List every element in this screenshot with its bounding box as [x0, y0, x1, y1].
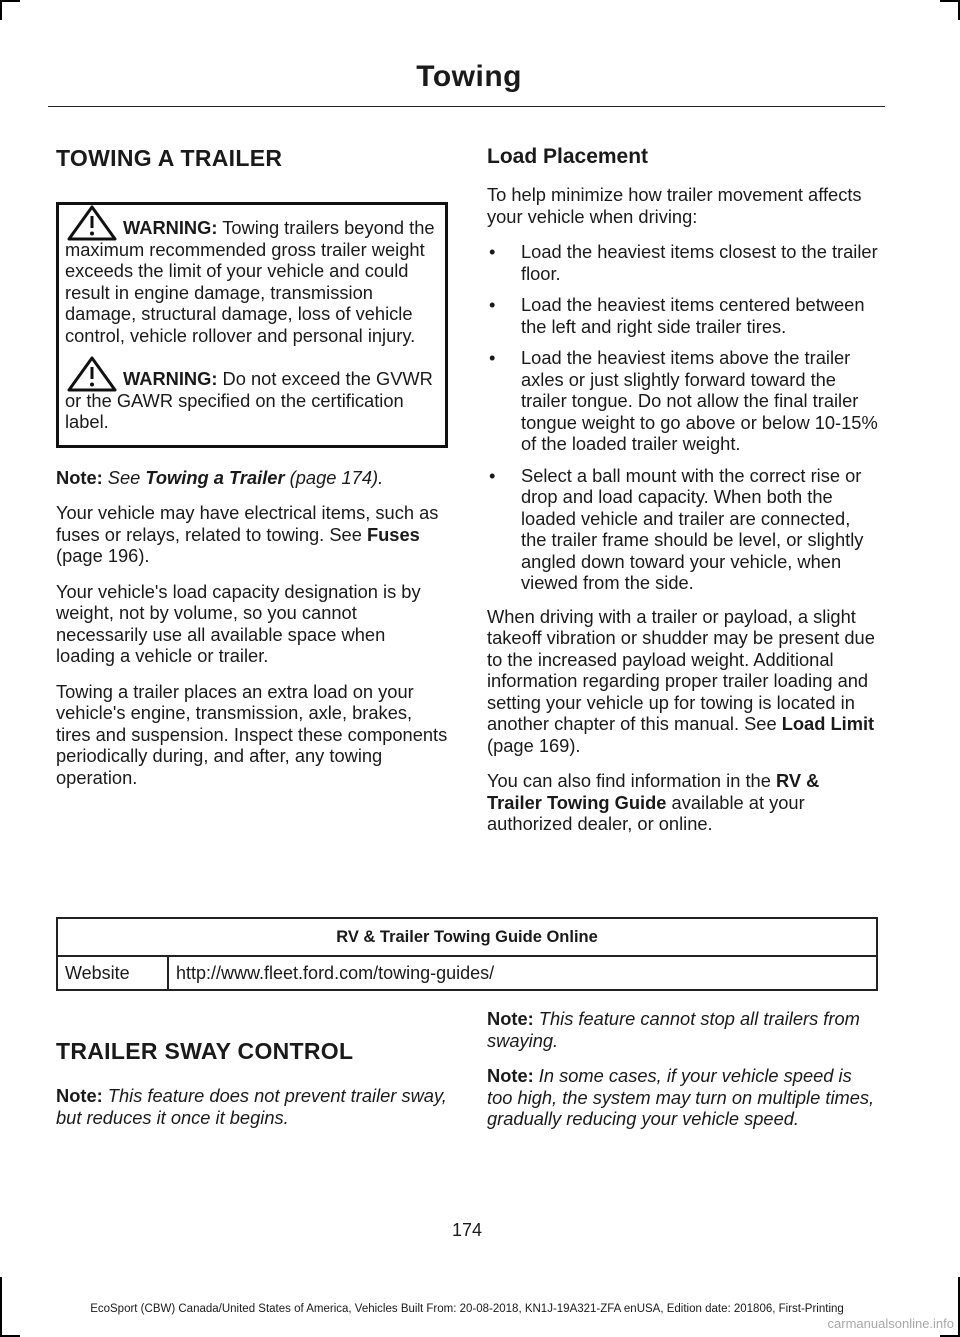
website-url[interactable]: http://www.fleet.ford.com/towing-guides/ — [168, 956, 877, 990]
note-label: Note: — [56, 466, 103, 488]
para-load-intro: To help minimize how trailer movement affects your vehicle when driving: — [487, 184, 862, 227]
warning-text: Do not exceed the GVWR or the GAWR specified on the certification label. — [65, 368, 433, 432]
list-item: • Select a ball mount with the correct rise or drop and load capacity. When both the loaded vehicle and trailer are connected, the trailer frame should be level, or slightly angled down toward your vehicle, when viewed from the side. — [487, 465, 879, 594]
warning-label: WARNING: — [123, 368, 218, 389]
section-heading-towing: TOWING A TRAILER — [56, 145, 283, 171]
warning-triangle-icon — [67, 356, 117, 392]
list-item: • Load the heaviest items above the trailer axles or just slightly forward toward the trailer tongue. Do not allow the final trailer tongue weight to go above or below 10-15% of the loaded trailer weight. — [487, 347, 879, 455]
header-divider — [48, 106, 885, 107]
table-row — [57, 956, 877, 990]
para-load-capacity: Your vehicle's load capacity designation is by weight, not by volume, so you cannot necessarily use all available space when loading a vehicle or trailer. — [56, 580, 421, 666]
sway-right-column — [487, 1008, 879, 1144]
footer-text: EcoSport (CBW) Canada/United States of America, Vehicles Built From: 20-08-2018, KN1J-19A321-ZFA enUSA, Edition date: 201806, First-Printing — [90, 1303, 844, 1315]
warning-text: Towing trailers beyond the maximum recommended gross trailer weight exceeds the limit of your vehicle and could result in engine damage, transmission damage, structural damage, loss of vehicle control, vehicle rollover and personal injury. — [65, 217, 435, 346]
section-heading-sway: TRAILER SWAY CONTROL — [56, 1038, 354, 1064]
crop-mark — [940, 0, 960, 2]
note-towing-reference: Note: See Towing a Trailer (page 174). — [56, 466, 384, 488]
crop-mark — [0, 0, 2, 20]
note-sway-3: Note: In some cases, if your vehicle speed is too high, the system may turn on multiple times, gradually reducing your vehicle speed. — [487, 1065, 875, 1129]
list-item: • Load the heaviest items centered between the left and right side trailer tires. — [487, 294, 879, 337]
subheading-load-placement: Load Placement — [487, 145, 649, 168]
load-placement-list — [487, 241, 879, 594]
table-cell-key: Website — [57, 956, 168, 990]
sway-left-column — [56, 1038, 448, 1142]
table-title: RV & Trailer Towing Guide Online — [57, 918, 877, 956]
crop-mark — [0, 0, 20, 2]
warning-label: WARNING: — [123, 217, 218, 238]
page-header-title: Towing — [416, 60, 522, 93]
warning-2 — [65, 368, 437, 433]
rv-guide-table — [56, 917, 878, 991]
note-sway-1: Note: This feature does not prevent trailer sway, but reduces it once it begins. — [56, 1085, 447, 1128]
warning-triangle-icon — [67, 205, 117, 241]
list-item: • Load the heaviest items closest to the trailer floor. — [487, 241, 879, 284]
left-column — [56, 145, 448, 802]
link-fuses[interactable]: Fuses — [366, 523, 420, 545]
warning-box — [56, 202, 448, 448]
link-towing-a-trailer[interactable]: Towing a Trailer — [145, 466, 285, 488]
right-column — [487, 145, 879, 849]
para-towing-guide: You can also find information in the RV & Trailer Towing Guide available at your authorized dealer, or online. — [487, 770, 820, 834]
warning-1 — [65, 217, 437, 346]
link-load-limit[interactable]: Load Limit — [781, 713, 875, 734]
page-number: 174 — [451, 1220, 483, 1240]
rv-guide-name: RV & Trailer Towing Guide — [487, 770, 820, 813]
para-extra-load: Towing a trailer places an extra load on your vehicle's engine, transmission, axle, brakes, tires and suspension. Inspect these components periodically during, and after, any towing operation. — [56, 680, 448, 788]
para-vibration: When driving with a trailer or payload, a slight takeoff vibration or shudder may be present due to the increased payload weight. Additional information regarding proper trailer loading and setting your vehicle up for towing is located in another chapter of this manual. See Load Limit (page 169). — [487, 605, 875, 756]
watermark: carmanualsonline.info — [827, 1316, 954, 1331]
para-electrical: Your vehicle may have electrical items, such as fuses or relays, related to towing. See Fuses (page 196). — [56, 502, 439, 566]
note-sway-2: Note: This feature cannot stop all trailers from swaying. — [487, 1008, 860, 1051]
